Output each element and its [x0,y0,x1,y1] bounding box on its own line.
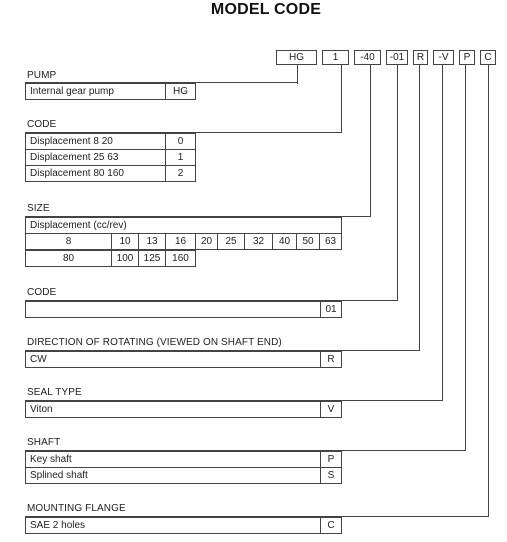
size-cell: 10 [111,233,139,250]
code-row-0: Displacement 8 20 [25,133,166,150]
pump-value: HG [165,83,196,100]
size-cell: 8 [25,233,112,250]
connector-flange [488,65,489,517]
connector-seal [442,65,443,401]
code-cell-flange: C [480,50,496,65]
size-cell: 80 [25,250,112,267]
connector-rotation [419,65,420,351]
shaft-row-1: Splined shaft [25,467,321,484]
size-cell: 125 [138,250,166,267]
direction-label: DIRECTION OF ROTATING (VIEWED ON SHAFT END) [27,337,282,348]
size-cell: 63 [319,233,342,250]
flange-value: C [320,517,342,534]
code-cell-design: -01 [386,50,408,65]
seal-label: SEAL TYPE [27,387,82,398]
code-value-0: 0 [165,133,196,150]
shaft-value-1: S [320,467,342,484]
size-cell: 25 [217,233,245,250]
shaft-label: SHAFT [27,437,61,448]
code-cell-seal: -V [433,50,454,65]
code-label: CODE [27,119,57,130]
code-value-2: 2 [165,165,196,182]
design-code-value: 01 [320,301,342,318]
size-cell: 13 [138,233,166,250]
code-cell-rotation: R [413,50,428,65]
size-cell: 160 [165,250,196,267]
shaft-row-0: Key shaft [25,451,321,468]
code-cell-shaft: P [459,50,475,65]
direction-value: R [320,351,342,368]
connector-code [341,65,342,133]
design-code-row [25,301,321,318]
code-cell-code: 1 [322,50,349,65]
pump-label: PUMP [27,70,57,81]
size-cell: 50 [296,233,320,250]
direction-row: CW [25,351,321,368]
size-cell: 40 [272,233,297,250]
code-row-2: Displacement 80 160 [25,165,166,182]
code-value-1: 1 [165,149,196,166]
size-cell: 32 [244,233,273,250]
code-cell-series: HG [276,50,317,65]
page-title: MODEL CODE [210,1,322,18]
shaft-value-0: P [320,451,342,468]
size-cell: 20 [195,233,218,250]
pump-row: Internal gear pump [25,83,166,100]
connector-design [397,65,398,301]
code-cell-size: -40 [354,50,381,65]
size-label: SIZE [27,203,50,214]
size-cell: 100 [111,250,139,267]
flange-label: MOUNTING FLANGE [27,503,126,514]
design-code-label: CODE [27,287,57,298]
connector-shaft [465,65,466,451]
seal-value: V [320,401,342,418]
seal-row: Viton [25,401,321,418]
flange-row: SAE 2 holes [25,517,321,534]
code-row-1: Displacement 25 63 [25,149,166,166]
size-cell: 16 [165,233,196,250]
connector-size [370,65,371,217]
size-header: Displacement (cc/rev) [25,217,342,234]
